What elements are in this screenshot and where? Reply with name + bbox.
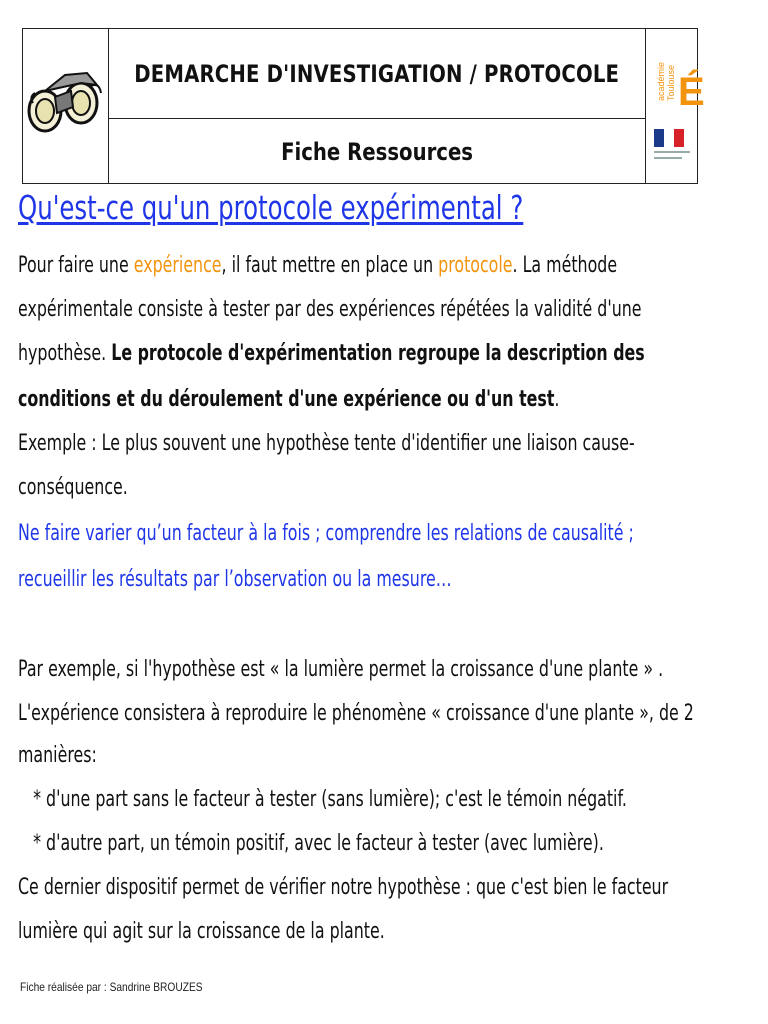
header-title-row xyxy=(109,29,645,119)
bullet-line: * d'une part sans le facteur à tester (sans lumière); c'est le témoin négatif. xyxy=(18,787,627,812)
paragraph-line: expérimentale consiste à tester par des expériences répétées la validité d'une xyxy=(18,297,642,322)
bold-definition: conditions et du déroulement d'une expérience ou d'un test xyxy=(18,387,555,412)
paragraph-line: manières: xyxy=(18,743,97,768)
republique-francaise-logo xyxy=(652,127,694,167)
header-table xyxy=(22,28,705,184)
highlight-protocole: protocole xyxy=(438,253,513,278)
text-fragment: . La méthode xyxy=(512,253,618,278)
academie-toulouse-logo xyxy=(652,35,705,119)
question-heading: Qu'est-ce qu'un protocole expérimental ? xyxy=(18,188,524,227)
paragraph-line: L'expérience consistera à reproduire le phénomène « croissance d'une plante », de 2 xyxy=(18,701,694,726)
page-title: DEMARCHE D'INVESTIGATION / PROTOCOLE xyxy=(134,59,620,88)
paragraph-line: conséquence. xyxy=(18,475,128,500)
paragraph-line: Exemple : Le plus souvent une hypothèse tente d'identifier une liaison cause- xyxy=(18,431,635,456)
logo-text-toulouse: Toulouse xyxy=(666,64,676,101)
paragraph-line: Par exemple, si l'hypothèse est « la lumière permet la croissance d'une plante » . xyxy=(18,657,664,682)
paragraph-line xyxy=(18,332,709,376)
binoculars-icon xyxy=(25,67,105,139)
logo-letter: É xyxy=(678,70,705,114)
page-subtitle: Fiche Ressources xyxy=(281,138,473,166)
bullet-line: * d'autre part, un témoin positif, avec le facteur à tester (avec lumière). xyxy=(18,831,604,856)
header-icon-cell xyxy=(23,29,109,183)
text-fragment: hypothèse. xyxy=(18,341,112,366)
paragraph-line: Ce dernier dispositif permet de vérifier notre hypothèse : que c'est bien le facteur xyxy=(18,875,669,900)
header-subtitle-row xyxy=(109,119,645,185)
paragraph-line xyxy=(18,244,709,288)
text-fragment: Pour faire une xyxy=(18,253,134,278)
header-title-cell xyxy=(109,29,645,183)
footer-credit: Fiche réalisée par : Sandrine BROUZES xyxy=(20,980,203,994)
blue-advice-line: Ne faire varier qu’un facteur à la fois ; comprendre les relations de causalité ; xyxy=(18,521,634,546)
paragraph-line xyxy=(18,378,709,422)
blue-advice-line: recueillir les résultats par l’observation ou la mesure… xyxy=(18,567,452,592)
paragraph-line: lumière qui agit sur la croissance de la plante. xyxy=(18,919,385,944)
text-fragment: . xyxy=(554,387,560,412)
header-logo-cell xyxy=(645,29,705,183)
logo-text-academie: académie xyxy=(656,61,666,101)
text-fragment: , il faut mettre en place un xyxy=(221,253,439,278)
highlight-experience: expérience xyxy=(133,253,222,278)
bold-definition: Le protocole d'expérimentation regroupe la description des xyxy=(111,341,645,366)
